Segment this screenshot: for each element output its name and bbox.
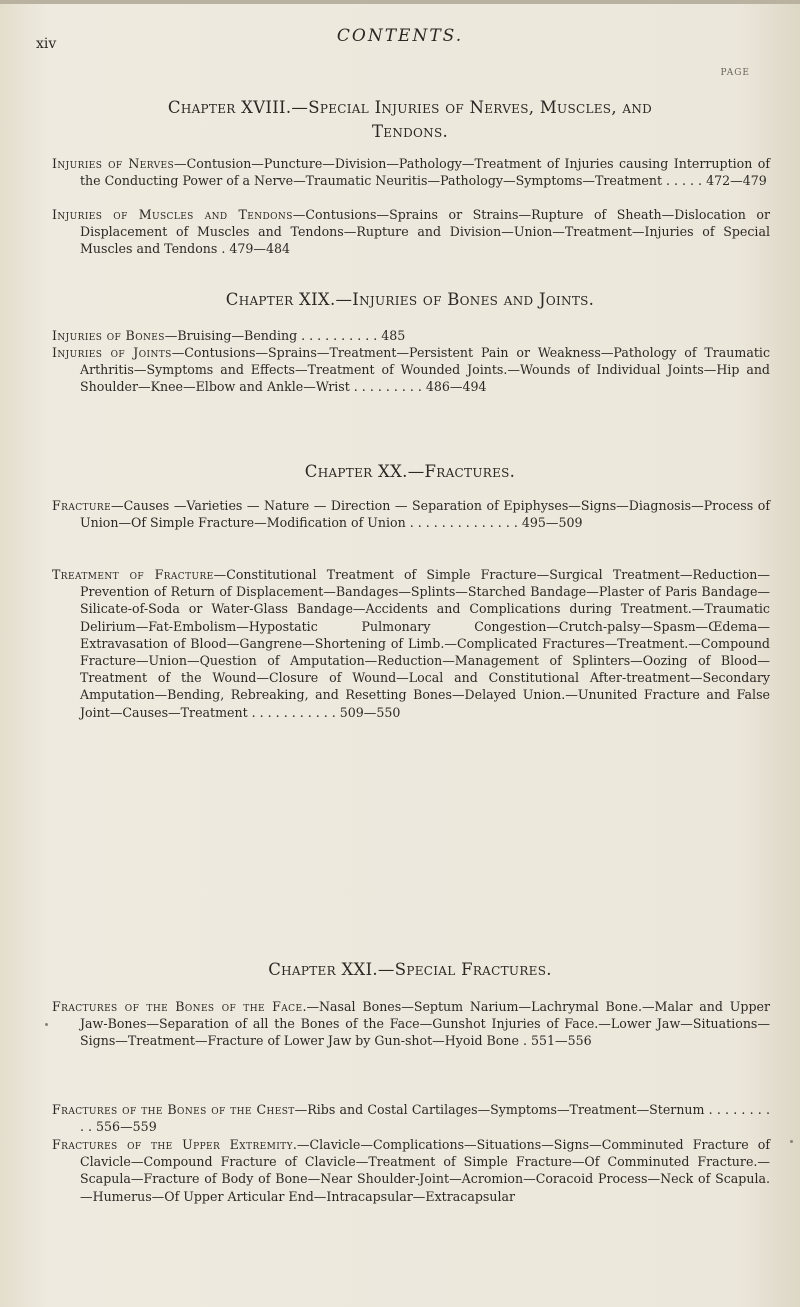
chapter-heading-line: Chapter XX.—Fractures. (304, 462, 516, 481)
entry-lead: Injuries of Nerves (52, 156, 175, 171)
entry-pages: 486—494 (425, 379, 487, 395)
entry-body: —Contusions—Sprains or Strains—Rupture of Sheath—Dislocation or Displacement of Muscles and Tendons—Rupture and Division—Union—Treatment—Injuries of Special Muscles and Tendons . (80, 207, 770, 257)
toc-entry (52, 497, 770, 531)
entry-lead: Fractures of the Bones of the Chest (52, 1102, 295, 1117)
entry-lead: Fractures of the Bones of the Face (52, 999, 303, 1014)
paper-fleck (45, 1023, 48, 1026)
entry-body: —Contusion—Puncture—Division—Pathology—Treatment of Injuries causing Interruption of the Conducting Power of a Nerve—Traumatic Neuritis—Pathology—Symptoms—Treatment . . . . . (80, 156, 771, 189)
entry-pages: 479—484 (229, 241, 291, 257)
toc-entry (52, 998, 770, 1050)
entry-body: .—Nasal Bones—Septum Narium—Lachrymal Bone.—Malar and Upper Jaw-Bones—Separation of all the Bones of the Face—Gunshot Injuries of Face.—Lower Jaw—Situations—Signs—Treatment—Fracture of Lower Jaw by Gun-shot—Hyoid Bone . (80, 999, 770, 1049)
chapter-heading-line: Tendons. (371, 122, 449, 141)
toc-entry (52, 1101, 770, 1135)
toc-entry (52, 566, 770, 721)
entry-body: —Causes —Varieties — Nature — Direction — Separation of Epiphyses—Signs—Diagnosis—Process of Union—Of Simple Fracture—Modification of Union . . . . . . . . . . . . . . (80, 498, 770, 531)
page-column-label: PAGE (720, 68, 750, 78)
toc-entry (52, 155, 770, 189)
page-top-edge (0, 0, 800, 4)
toc-entry (52, 327, 770, 344)
entry-body: —Bruising—Bending . . . . . . . . . . (164, 328, 378, 343)
entry-pages: 509—550 (339, 704, 401, 720)
chapter-heading-xxi (60, 958, 760, 982)
entry-lead: Injuries of Joints (52, 345, 172, 360)
entry-pages: 495—509 (521, 515, 583, 531)
chapter-heading-line: Chapter XVIII.—Special Injuries of Nerves, Muscles, and (167, 98, 653, 117)
entry-lead: Injuries of Bones (52, 328, 165, 343)
entry-body: —Contusions—Sprains—Treatment—Persistent Pain or Weakness—Pathology of Traumatic Arthritis—Symptoms and Effects—Treatment of Wounded Joints.—Wounds of Individual Joints—Hip and Shoulder—Knee—Elbow and Ankle—Wrist . . . . . . . . . (80, 345, 771, 395)
page-folio: xiv (36, 36, 57, 52)
paper-fleck (790, 1140, 793, 1143)
entry-pages: 556—559 (96, 1119, 157, 1135)
entry-body: —Constitutional Treatment of Simple Fracture—Surgical Treatment—Reduction—Prevention of Return of Displacement—Bandages—Splints—Starched Bandage—Plaster of Paris Bandage—Silicate-of-Soda or Water-Glass Bandage—Accidents and Complications during Treatment.—Traumatic Delirium—Fat-Embolism—Hypostatic Pulmonary Congestion—Crutch-palsy—Spasm—Œdema—Extravasation of Blood—Gangrene—Shortening of Limb.—Complicated Fractures—Treatment.—Compound Fracture—Union—Question of Amputation—Reduction—Management of Splinters—Oozing of Blood—Treatment of the Wound—Closure of Wound—Local and Constitutional After-treatment—Secondary Amputation—Bending, Rebreaking, and Resetting Bones—Delayed Union.—Ununited Fracture and False Joint—Causes—Treatment . . . . . . . . . . . (80, 567, 770, 720)
entry-lead: Injuries of Muscles and Tendons (52, 207, 293, 222)
chapter-heading-xx (60, 460, 760, 484)
chapter-heading-line: Chapter XIX.—Injuries of Bones and Joints. (225, 290, 595, 309)
entry-pages: 472—479 (706, 173, 767, 189)
entry-lead: Fracture (52, 498, 112, 513)
toc-entry (52, 1136, 770, 1205)
running-title: CONTENTS. (336, 26, 464, 46)
entry-lead: Fractures of the Upper Extremity (52, 1137, 293, 1152)
chapter-heading-xviii (60, 96, 760, 144)
toc-entry (52, 344, 770, 396)
chapter-heading-line: Chapter XXI.—Special Fractures. (268, 960, 552, 979)
toc-entry (52, 206, 770, 258)
chapter-heading-xix (60, 288, 760, 312)
entry-body: .—Clavicle—Complications—Situations—Signs—Comminuted Fracture of Clavicle—Compound Fracture of Clavicle—Treatment of Simple Fracture—Of Comminuted Fracture.—Scapula—Fracture of Body of Bone—Near Shoulder-Joint—Acromion—Coracoid Process—Neck of Scapula.—Humerus—Of Upper Articular End—Intracapsular—Extracapsular (80, 1137, 770, 1204)
entry-pages: 551—556 (530, 1033, 592, 1049)
entry-body: —Ribs and Costal Cartilages—Symptoms—Treatment—Sternum . . . . . . . . . . (80, 1102, 770, 1135)
entry-pages: 485 (381, 328, 406, 343)
entry-lead: Treatment of Fracture (52, 567, 214, 582)
